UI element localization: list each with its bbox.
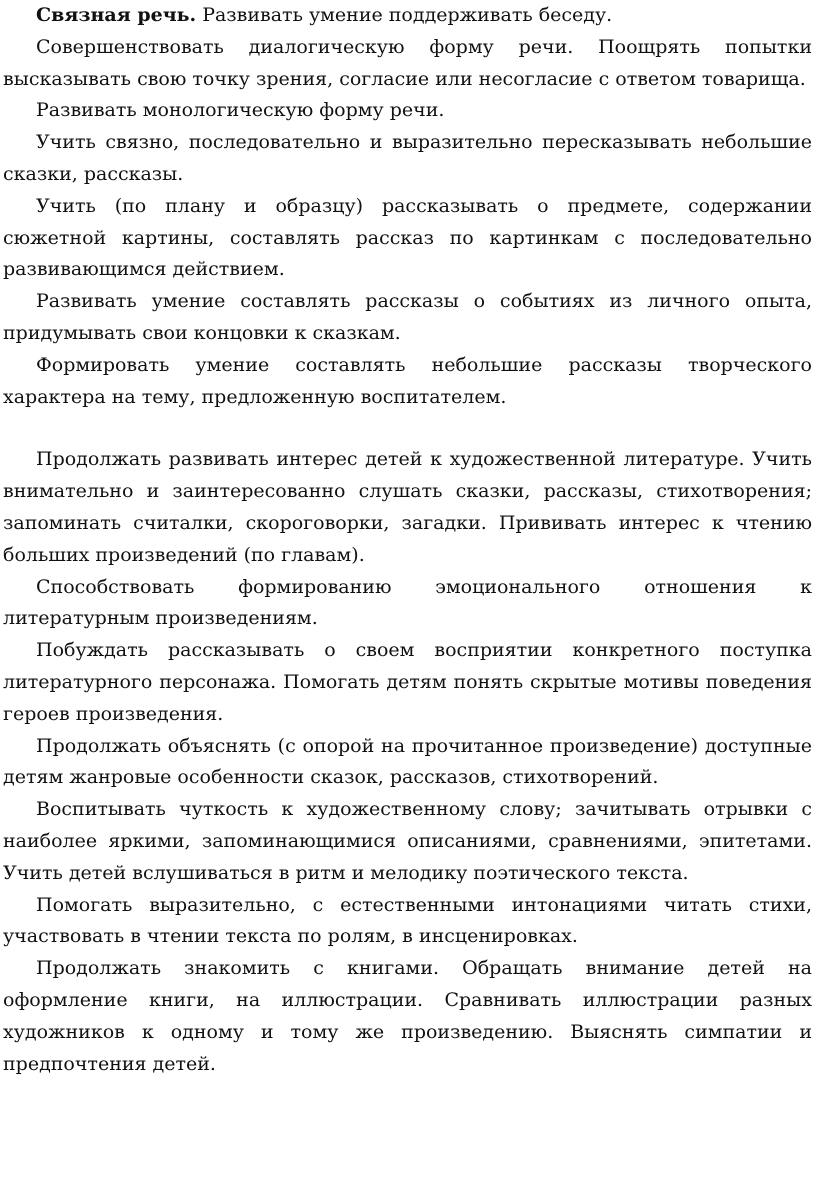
speech-section: [3, 0, 812, 413]
speech-intro-paragraph: [3, 0, 812, 32]
paragraph: Продолжать объяснять (с опорой на прочитанное произведение) доступные детям жанровые особенности сказок, рассказов, стихотворений.: [3, 734, 812, 789]
paragraph: Учить связно, последовательно и выразительно пересказывать небольшие сказки, рассказы.: [3, 131, 812, 185]
section-heading: Связная речь.: [36, 4, 197, 26]
paragraph: Продолжать знакомить с книгами. Обращать внимание детей на оформление книги, на иллюстрации. Сравнивать иллюстрации разных художников к одному и тому же произведению. Выяснять симпатии и предпочтения детей.: [3, 957, 812, 1075]
paragraph: Воспитывать чуткость к художественному слову; зачитывать отрывки с наиболее яркими, запоминающимися описаниями, сравнениями, эпитетами. Учить детей вслушиваться в ритм и мелодику поэтического текста.: [3, 798, 812, 884]
paragraph: Продолжать развивать интерес детей к художественной литературе. Учить внимательно и заинтересованно слушать сказки, рассказы, стихотворения; запоминать считалки, скороговорки, загадки. Прививать интерес к чтению больших произведений (по главам).: [3, 448, 812, 566]
paragraph: Учить (по плану и образцу) рассказывать о предмете, содержании сюжетной картины, составлять рассказ по картинкам с последовательно развивающимся действием.: [3, 194, 812, 281]
paragraph: Способствовать формированию эмоционального отношения к литературным произведениям.: [3, 575, 812, 630]
literature-section: [3, 444, 812, 1080]
paragraph: Помогать выразительно, с естественными интонациями читать стихи, участвовать в чтении текста по ролям, в инсценировках.: [3, 893, 812, 948]
paragraph: Побуждать рассказывать о своем восприятии конкретного поступка литературного персонажа. Помогать детям понять скрытые мотивы поведения героев произведения.: [3, 639, 812, 725]
paragraph: Формировать умение составлять небольшие рассказы творческого характера на тему, предложенную воспитателем.: [3, 353, 812, 408]
paragraph: Развивать умение составлять рассказы о событиях из личного опыта, придумывать свои концовки к сказкам.: [3, 290, 812, 344]
paragraph: Развивать монологическую форму речи.: [36, 99, 445, 122]
section-heading-text: Развивать умение поддерживать беседу.: [196, 4, 613, 26]
paragraph: Совершенствовать диалогическую форму речи. Поощрять попытки высказывать свою точку зрения, согласие или несогласие с ответом товарища.: [3, 35, 812, 90]
